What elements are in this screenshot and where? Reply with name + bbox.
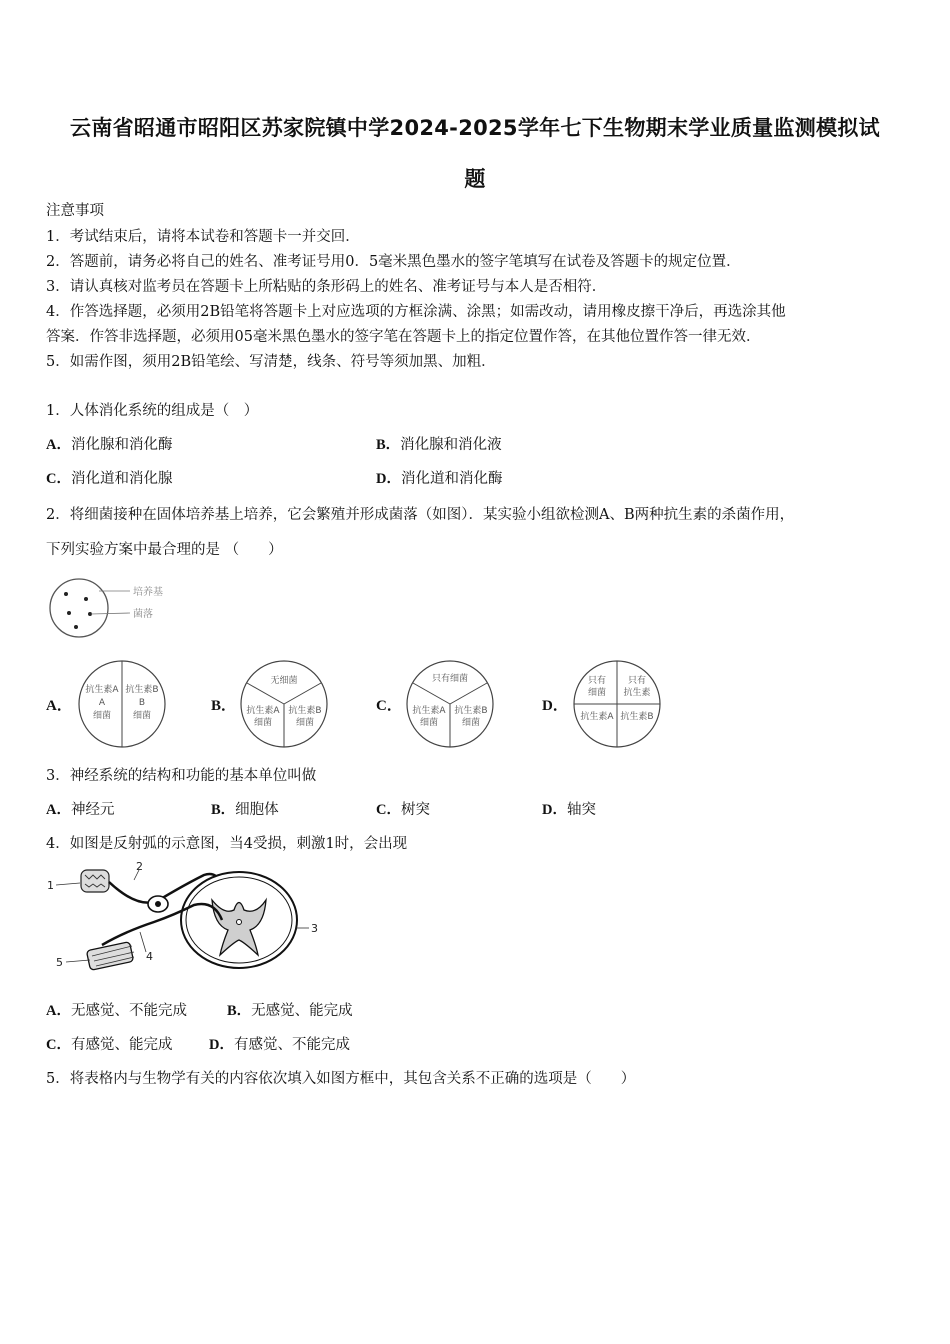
q2-option-b-label: B． bbox=[211, 698, 237, 714]
cell-text: 细菌 bbox=[587, 688, 607, 698]
label-colony: 菌落 bbox=[133, 609, 153, 620]
cell-text: 抗生素B bbox=[288, 706, 322, 716]
q4-option-a[interactable]: A．无感觉、不能完成 bbox=[46, 1003, 187, 1019]
q2-option-c-label: C． bbox=[376, 698, 402, 714]
q2-stem-line1: 2．将细菌接种在固体培养基上培养，它会繁殖并形成菌落（如图）．某实验小组欲检测A、B两种抗生素的杀菌作用， bbox=[46, 507, 795, 523]
q2-option-d-label: D． bbox=[542, 698, 568, 714]
q4-option-c[interactable]: C．有感觉、能完成 bbox=[46, 1037, 173, 1053]
notice-item: 1．考试结束后，请将本试卷和答题卡一并交回． bbox=[46, 229, 360, 245]
q2-stem-line2: 下列实验方案中最合理的是 （ ） bbox=[46, 542, 283, 558]
notice-item: 5．如需作图，须用2B铅笔绘、写清楚，线条、符号等须加黑、加粗． bbox=[46, 354, 496, 370]
q1-option-c[interactable]: C．消化道和消化腺 bbox=[46, 471, 173, 487]
q3-option-c[interactable]: C．树突 bbox=[376, 802, 430, 818]
q4-option-d[interactable]: D．有感觉、不能完成 bbox=[209, 1037, 350, 1053]
cell-text: 细菌 bbox=[253, 718, 273, 728]
notice-item: 2．答题前，请务必将自己的姓名、准考证号用0．5毫米黑色墨水的签字笔填写在试卷及答题卡的规定位置． bbox=[46, 254, 741, 270]
q2-option-d-dish[interactable] bbox=[572, 659, 662, 749]
label-5: 5 bbox=[56, 956, 63, 969]
q4-option-b[interactable]: B．无感觉、能完成 bbox=[227, 1003, 353, 1019]
spinal-cord-icon bbox=[181, 872, 297, 968]
q2-option-b-dish[interactable] bbox=[239, 659, 329, 749]
exam-title-line1: 云南省昭通市昭阳区苏家院镇中学2024-2025学年七下生物期末学业质量监测模拟试 bbox=[70, 116, 880, 140]
q3-option-b[interactable]: B．细胞体 bbox=[211, 802, 279, 818]
notice-item: 答案．作答非选择题，必须用05毫米黑色墨水的签字笔在答题卡上的指定位置作答，在其他位置作答一律无效． bbox=[46, 329, 761, 345]
cell-text: 只有 bbox=[587, 676, 607, 686]
cell-text: 细菌 bbox=[419, 718, 439, 728]
notice-item: 3．请认真核对监考员在答题卡上所粘贴的条形码上的姓名、准考证号与本人是否相符． bbox=[46, 279, 607, 295]
q1-option-a[interactable]: A．消化腺和消化酶 bbox=[46, 437, 173, 453]
q2-option-c-dish[interactable] bbox=[405, 659, 495, 749]
q1-option-d[interactable]: D．消化道和消化酶 bbox=[376, 471, 503, 487]
cell-text: 细菌 bbox=[295, 718, 315, 728]
cell-text: 抗生素B bbox=[620, 712, 654, 722]
reflex-arc-figure bbox=[44, 860, 334, 982]
cell-text: 抗生素A bbox=[580, 712, 614, 722]
label-1: 1 bbox=[47, 879, 54, 892]
cell-text: A bbox=[98, 698, 106, 708]
q3-option-d[interactable]: D．轴突 bbox=[542, 802, 596, 818]
cell-text: 抗生素B bbox=[125, 685, 159, 695]
receptor-icon bbox=[81, 870, 109, 892]
notice-item: 4．作答选择题，必须用2B铅笔将答题卡上对应选项的方框涂满、涂黑；如需改动，请用橡皮擦干净后，再选涂其他 bbox=[46, 304, 786, 320]
cell-text: 细菌 bbox=[461, 718, 481, 728]
cell-text: 只有细菌 bbox=[431, 674, 469, 684]
label-4: 4 bbox=[146, 950, 153, 963]
q2-option-a-dish[interactable] bbox=[77, 659, 167, 749]
notice-heading: 注意事项 bbox=[46, 203, 104, 219]
cell-text: B bbox=[138, 698, 146, 708]
cell-text: 无细菌 bbox=[270, 676, 298, 686]
label-3: 3 bbox=[311, 922, 318, 935]
petri-dish-figure bbox=[44, 576, 184, 640]
cell-text: 抗生素A bbox=[246, 706, 280, 716]
label-medium: 培养基 bbox=[133, 587, 163, 598]
effector-muscle-icon bbox=[86, 942, 134, 971]
q1-option-b[interactable]: B．消化腺和消化液 bbox=[376, 437, 502, 453]
cell-text: 抗生素A bbox=[85, 685, 119, 695]
exam-title-line2: 题 bbox=[464, 167, 486, 191]
cell-text: 细菌 bbox=[132, 711, 152, 721]
q3-stem: 3．神经系统的结构和功能的基本单位叫做 bbox=[46, 768, 317, 784]
q5-stem: 5．将表格内与生物学有关的内容依次填入如图方框中，其包含关系不正确的选项是（ ） bbox=[46, 1071, 636, 1087]
cell-text: 只有 bbox=[627, 676, 647, 686]
cell-text: 抗生素A bbox=[412, 706, 446, 716]
label-2: 2 bbox=[136, 860, 143, 873]
q4-stem: 4．如图是反射弧的示意图，当4受损，刺激1时，会出现 bbox=[46, 836, 408, 852]
q1-stem: 1．人体消化系统的组成是（ ） bbox=[46, 403, 259, 419]
q3-option-a[interactable]: A．神经元 bbox=[46, 802, 115, 818]
cell-text: 细菌 bbox=[92, 711, 112, 721]
cell-text: 抗生素B bbox=[454, 706, 488, 716]
cell-text: 抗生素 bbox=[623, 688, 651, 698]
q2-option-a-label: A． bbox=[46, 698, 72, 714]
